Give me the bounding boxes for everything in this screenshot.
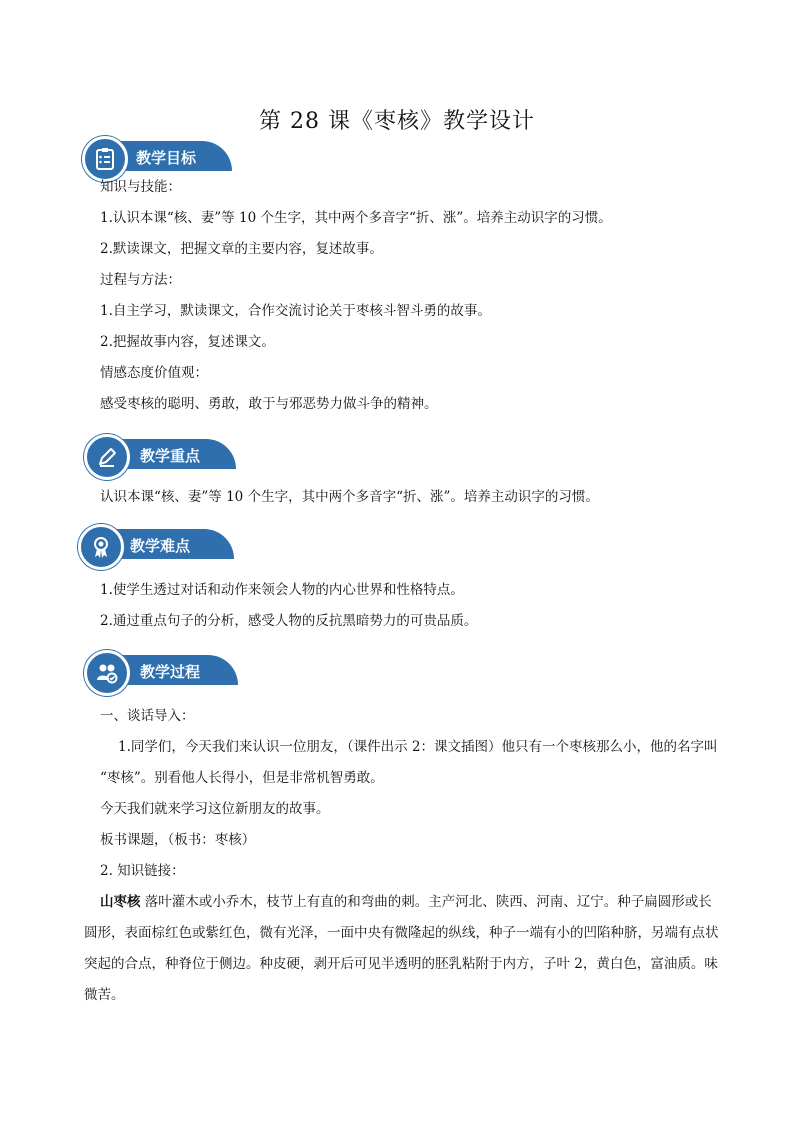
section-label: 教学过程: [140, 663, 201, 681]
goal-heading-emotion: 情感态度价值观：: [100, 365, 208, 381]
process-heading: 一、谈话导入：: [100, 708, 195, 724]
difficulty-line: 2.通过重点句子的分析，感受人物的反抗黑暗势力的可贵品质。: [100, 613, 478, 629]
key-text: 认识本课“核、妻”等 10 个生字，其中两个多音字“折、涨”。培养主动识字的习惯。: [100, 489, 599, 505]
process-paragraph: “枣核”。别看他人长得小，但是非常机智勇敢。: [100, 770, 384, 786]
section-label: 教学目标: [136, 149, 197, 167]
knowledge-link-paragraph: [84, 887, 724, 1011]
goal-line: 1.认识本课“核、妻”等 10 个生字，其中两个多音字“折、涨”。培养主动识字的习惯。: [100, 210, 612, 226]
difficulty-line: 1.使学生透过对话和动作来领会人物的内心世界和性格特点。: [100, 582, 464, 598]
goal-heading-knowledge: 知识与技能：: [100, 179, 181, 195]
process-paragraph: 2. 知识链接：: [100, 863, 185, 879]
checklist-icon: [82, 136, 128, 182]
process-paragraph: 板书课题，（板书：枣核）: [100, 832, 256, 848]
section-label: 教学难点: [130, 537, 191, 555]
section-header-difficulty: [78, 524, 234, 564]
goal-line: 感受枣核的聪明、勇敢，敢于与邪恶势力做斗争的精神。: [100, 396, 438, 412]
pencil-icon: [84, 434, 130, 480]
goal-heading-method: 过程与方法：: [100, 272, 181, 288]
term-definition: 落叶灌木或小乔木，枝节上有直的和弯曲的刺。主产河北、陕西、河南、辽宁。种子扁圆形或长圆形，表面棕红色或紫红色，微有光泽，一面中央有微隆起的纵线，种子一端有小的凹陷种脐，另端有点状突起的合点，种脊位于侧边。种皮硬，剥开后可见半透明的胚乳粘附于内方，子叶 2，黄白色，富油质。味微苦。: [84, 894, 719, 1003]
award-ribbon-icon: [78, 524, 124, 570]
goal-line: 2.默读课文，把握文章的主要内容，复述故事。: [100, 241, 383, 257]
section-label: 教学重点: [140, 447, 201, 465]
goal-line: 1.自主学习，默读课文，合作交流讨论关于枣核斗智斗勇的故事。: [100, 303, 491, 319]
process-paragraph: 今天我们就来学习这位新朋友的故事。: [100, 801, 330, 817]
page-title: 第 28 课《枣核》教学设计: [259, 109, 535, 134]
section-header-goals: [82, 136, 232, 176]
goal-line: 2.把握故事内容，复述课文。: [100, 334, 275, 350]
process-paragraph: 1.同学们，今天我们来认识一位朋友，（课件出示 2：课文插图）他只有一个枣核那么小，他的名字叫: [118, 739, 718, 755]
section-header-process: [84, 650, 238, 690]
term: 山枣核: [100, 894, 141, 910]
section-header-key: [84, 434, 236, 474]
people-icon: [84, 650, 130, 696]
